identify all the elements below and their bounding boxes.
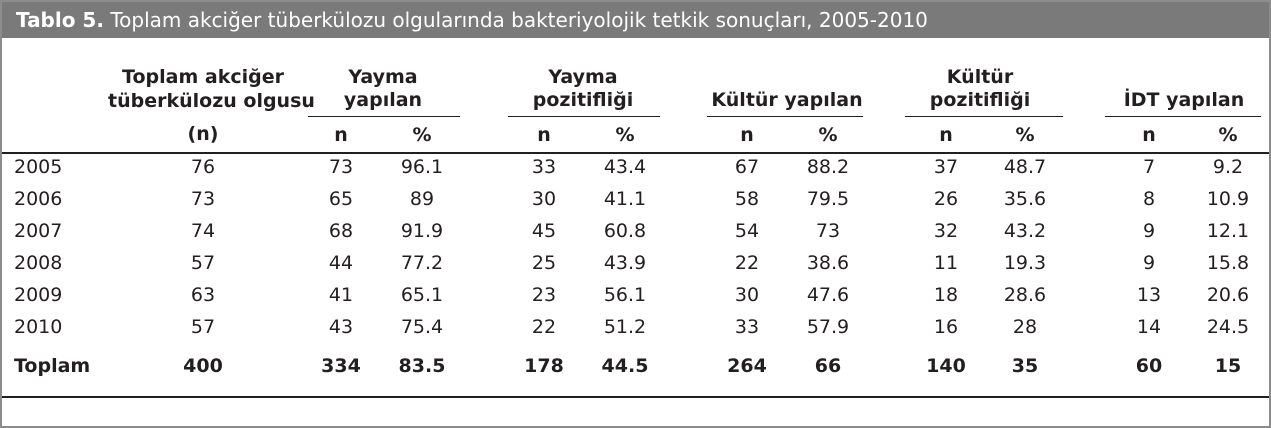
cell-count: 33 — [531, 156, 557, 178]
cell-count: 60 — [1135, 355, 1163, 377]
header-kultur-pozitifligi-line1: Kültür — [946, 66, 1014, 88]
cell-percent: 47.6 — [806, 284, 850, 306]
header-toplam-line2: tüberkülozu olgusu — [108, 90, 315, 112]
header-toplam-line1: Toplam akciğer — [122, 66, 284, 88]
cell-percent: 77.2 — [400, 252, 444, 274]
cell-percent: 43.2 — [1003, 220, 1047, 242]
cell-count: 73 — [328, 156, 354, 178]
cell-percent: 88.2 — [806, 156, 850, 178]
cell-count: 9 — [1142, 252, 1156, 274]
cell-count: 22 — [531, 316, 557, 338]
cell-percent: 83.5 — [398, 355, 446, 377]
cell-count: 25 — [531, 252, 557, 274]
cell-count: 26 — [933, 188, 959, 210]
cell-percent: 24.5 — [1206, 316, 1250, 338]
header-yayma-pozitifligi-line1: Yayma — [548, 66, 618, 88]
total-label: Toplam — [14, 355, 91, 377]
cell-total-cases: 400 — [183, 355, 223, 377]
cell-percent: 28.6 — [1003, 284, 1047, 306]
table-title-bar — [2, 2, 1269, 38]
cell-count: 22 — [734, 252, 760, 274]
cell-count: 37 — [933, 156, 959, 178]
cell-percent: 9.2 — [1212, 156, 1244, 178]
cell-count: 45 — [531, 220, 557, 242]
cell-percent: 35.6 — [1003, 188, 1047, 210]
table-caption: Toplam akciğer tüberkülozu olgularında bakteriyolojik tetkik sonuçları, 2005-2010 — [110, 8, 928, 32]
cell-percent: 15 — [1214, 355, 1242, 377]
cell-percent: 38.6 — [806, 252, 850, 274]
cell-percent: 43.4 — [603, 156, 647, 178]
cell-count: 41 — [328, 284, 354, 306]
cell-count: 334 — [321, 355, 361, 377]
cell-percent: 65.1 — [400, 284, 444, 306]
cell-percent: 73 — [815, 220, 841, 242]
cell-percent: 96.1 — [400, 156, 444, 178]
cell-count: 18 — [933, 284, 959, 306]
subheader-pct: % — [1015, 124, 1035, 146]
cell-total-cases: 63 — [190, 284, 216, 306]
subheader-n: n — [537, 124, 551, 146]
group-underline-kultur-yapilan — [707, 116, 863, 117]
row-year: 2008 — [14, 252, 63, 274]
header-toplam-unit: (n) — [187, 123, 219, 145]
cell-count: 67 — [734, 156, 760, 178]
cell-total-cases: 76 — [190, 156, 216, 178]
cell-count: 8 — [1142, 188, 1156, 210]
row-year: 2009 — [14, 284, 63, 306]
cell-percent: 19.3 — [1003, 252, 1047, 274]
cell-count: 7 — [1142, 156, 1156, 178]
cell-percent: 12.1 — [1206, 220, 1250, 242]
cell-count: 30 — [531, 188, 557, 210]
cell-percent: 44.5 — [601, 355, 649, 377]
cell-count: 11 — [933, 252, 959, 274]
group-underline-kultur-pozitifligi — [905, 116, 1063, 117]
subheader-pct: % — [412, 124, 432, 146]
cell-count: 23 — [531, 284, 557, 306]
row-year: 2007 — [14, 220, 63, 242]
header-yayma-yapilan-line1: Yayma — [348, 66, 418, 88]
header-kultur-pozitifligi-line2: pozitifliği — [929, 89, 1031, 111]
cell-percent: 75.4 — [400, 316, 444, 338]
subheader-pct: % — [1218, 124, 1238, 146]
cell-total-cases: 73 — [190, 188, 216, 210]
cell-count: 44 — [328, 252, 354, 274]
cell-percent: 20.6 — [1206, 284, 1250, 306]
cell-total-cases: 57 — [190, 316, 216, 338]
subheader-pct: % — [615, 124, 635, 146]
cell-count: 9 — [1142, 220, 1156, 242]
cell-count: 43 — [328, 316, 354, 338]
cell-count: 140 — [926, 355, 966, 377]
group-underline-idt-yapilan — [1105, 116, 1261, 117]
cell-count: 264 — [727, 355, 767, 377]
cell-count: 65 — [328, 188, 354, 210]
header-kultur-yapilan: Kültür yapılan — [711, 89, 863, 111]
subheader-n: n — [1142, 124, 1156, 146]
table-label: Tablo 5. — [16, 8, 104, 32]
group-underline-yayma-yapilan — [308, 116, 460, 117]
cell-percent: 57.9 — [806, 316, 850, 338]
cell-percent: 66 — [814, 355, 842, 377]
subheader-n: n — [939, 124, 953, 146]
cell-percent: 41.1 — [603, 188, 647, 210]
cell-percent: 28 — [1012, 316, 1038, 338]
cell-percent: 10.9 — [1206, 188, 1250, 210]
cell-percent: 43.9 — [603, 252, 647, 274]
cell-count: 68 — [328, 220, 354, 242]
cell-count: 33 — [734, 316, 760, 338]
header-idt-yapilan: İDT yapılan — [1123, 89, 1245, 111]
cell-percent: 15.8 — [1206, 252, 1250, 274]
cell-count: 32 — [933, 220, 959, 242]
cell-count: 13 — [1136, 284, 1162, 306]
cell-count: 54 — [734, 220, 760, 242]
row-year: 2005 — [14, 156, 63, 178]
cell-percent: 60.8 — [603, 220, 647, 242]
cell-count: 16 — [933, 316, 959, 338]
header-yayma-pozitifligi-line2: pozitifliği — [532, 89, 634, 111]
cell-count: 58 — [734, 188, 760, 210]
cell-percent: 51.2 — [603, 316, 647, 338]
subheader-n: n — [740, 124, 754, 146]
total-rule — [2, 396, 1269, 398]
cell-percent: 79.5 — [806, 188, 850, 210]
cell-percent: 48.7 — [1003, 156, 1047, 178]
header-yayma-yapilan-line2: yapılan — [343, 89, 423, 111]
group-underline-yayma-pozitifligi — [508, 116, 660, 117]
cell-percent: 35 — [1011, 355, 1039, 377]
cell-count: 178 — [524, 355, 564, 377]
cell-percent: 56.1 — [603, 284, 647, 306]
cell-percent: 89 — [409, 188, 435, 210]
cell-count: 30 — [734, 284, 760, 306]
subheader-pct: % — [818, 124, 838, 146]
header-rule — [2, 152, 1269, 154]
cell-total-cases: 74 — [190, 220, 216, 242]
row-year: 2006 — [14, 188, 63, 210]
subheader-n: n — [334, 124, 348, 146]
row-year: 2010 — [14, 316, 63, 338]
cell-count: 14 — [1136, 316, 1162, 338]
cell-percent: 91.9 — [400, 220, 444, 242]
cell-total-cases: 57 — [190, 252, 216, 274]
